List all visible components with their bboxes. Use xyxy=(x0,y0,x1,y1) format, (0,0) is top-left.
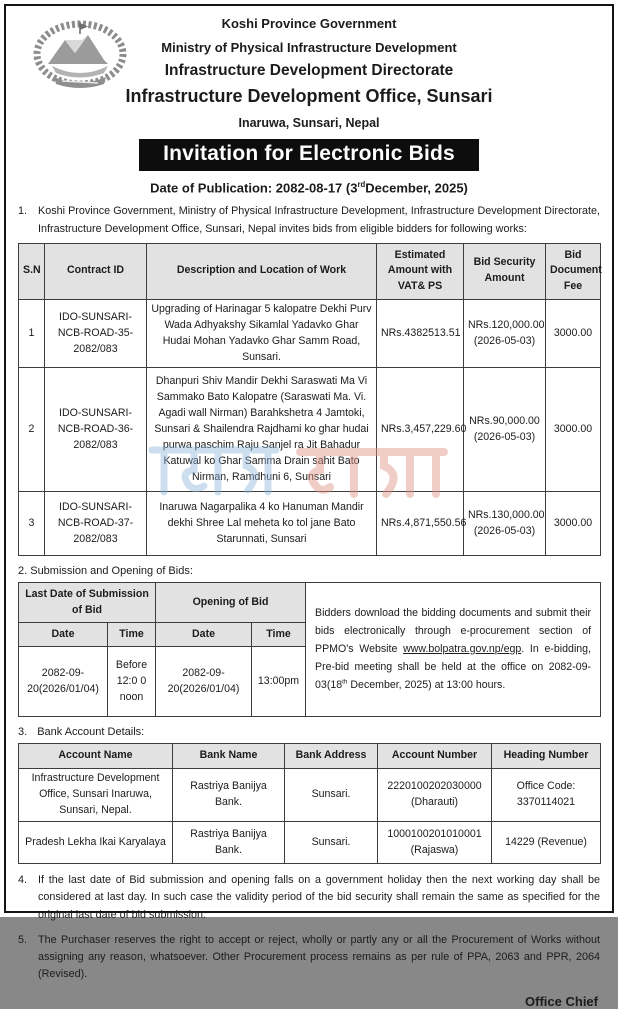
cell-account-number: 2220100202030000 (Dharauti) xyxy=(378,769,492,822)
cell-bid-security: NRs.130,000.00 (2026-05-03) xyxy=(464,492,546,556)
works-row-1 xyxy=(19,299,601,368)
submission-date: 2082-09-20(2026/01/04) xyxy=(19,647,108,717)
item-number: 5. xyxy=(18,933,28,946)
col-header-account-name: Account Name xyxy=(19,744,173,769)
col-header-contract-id: Contract ID xyxy=(45,243,147,299)
cell-heading-number: Office Code: 3370114021 xyxy=(492,769,601,822)
cell-contract-id: IDO-SUNSARI-NCB-ROAD-36-2082/083 xyxy=(45,368,147,492)
opening-date: 2082-09-20(2026/01/04) xyxy=(156,647,252,717)
cell-account-number: 1000100201010001 (Rajaswa) xyxy=(378,822,492,864)
submission-header-row xyxy=(19,583,601,623)
cell-bid-security: NRs.90,000.00 (2026-05-03) xyxy=(464,368,546,492)
cell-contract-id: IDO-SUNSARI-NCB-ROAD-35-2082/083 xyxy=(45,299,147,368)
col-header-document-fee: Bid Document Fee xyxy=(546,243,601,299)
cell-estimated-amount: NRs.4382513.51 xyxy=(377,299,464,368)
cell-document-fee: 3000.00 xyxy=(546,368,601,492)
cell-heading-number: 14229 (Revenue) xyxy=(492,822,601,864)
note-text: The Purchaser reserves the right to accept or reject, wholly or partly any or all the Procurement of Works without assigning any reason, whatsoever. Other Procurement process remains as per rule of PPA, 2063 and PPR, 2064 (Revised). xyxy=(38,933,600,981)
col-header-bank-name: Bank Name xyxy=(173,744,285,769)
cell-sn: 1 xyxy=(19,299,45,368)
org-line-province: Koshi Province Government xyxy=(221,16,397,31)
cell-description: Inaruwa Nagarpalika 4 ko Hanuman Mandir dekhi Shree Lal meheta ko tol jane Bato Starunnati, Sunsari xyxy=(147,492,377,556)
cell-sn: 2 xyxy=(19,368,45,492)
item-number: 1. xyxy=(18,205,28,218)
col-header-bank-address: Bank Address xyxy=(285,744,378,769)
works-table xyxy=(18,243,601,557)
submission-time: Before 12:0 0 noon xyxy=(108,647,156,717)
submission-table xyxy=(18,582,601,717)
subheader-time: Time xyxy=(252,623,306,647)
works-row-2 xyxy=(19,368,601,492)
note-5 xyxy=(18,932,600,984)
publication-date-line: Date of Publication: 2082-08-17 (3rdDecember, 2025) xyxy=(150,180,468,196)
bank-header-row xyxy=(19,744,601,769)
cell-estimated-amount: NRs.3,457,229.60 xyxy=(377,368,464,492)
bank-row-2 xyxy=(19,822,601,864)
cell-sn: 3 xyxy=(19,492,45,556)
bank-row-1 xyxy=(19,769,601,822)
works-row-3 xyxy=(19,492,601,556)
opening-time: 13:00pm xyxy=(252,647,306,717)
cell-estimated-amount: NRs.4,871,550.56 xyxy=(377,492,464,556)
cell-account-name: Infrastructure Development Office, Sunsari Inaruwa, Sunsari, Nepal. xyxy=(19,769,173,822)
cell-bid-security: NRs.120,000.00 (2026-05-03) xyxy=(464,299,546,368)
subheader-time: Time xyxy=(108,623,156,647)
cell-description: Upgrading of Harinagar 5 kalopatre Dekhi Purv Wada Adhyakshy Sikamlal Yadavko Ghar Hudai Mohan Yadavko Ghar Samm Road, Sunsari. xyxy=(147,299,377,368)
bolpatra-link[interactable]: www.bolpatra.gov.np/egp xyxy=(403,643,522,656)
note-text: Bidders download the bidding documents and submit their bids electronically through e-procurement section of PPMO's Website xyxy=(315,607,592,656)
cell-account-name: Pradesh Lekha Ikai Karyalaya xyxy=(19,822,173,864)
note-text: If the last date of Bid submission and opening falls on a government holiday then the next working day shall be considered at last day. In such case the validity period of the bid security shall remain the same as specified for the original last date of bid submission. xyxy=(38,874,600,921)
bank-section-label: 3. Bank Account Details: xyxy=(18,726,145,739)
note-text: December, 2025) at 13:00 hours. xyxy=(347,678,506,691)
subheader-date: Date xyxy=(156,623,252,647)
org-address: Inaruwa, Sunsari, Nepal xyxy=(238,116,380,130)
bank-table xyxy=(18,743,601,864)
cell-description: Dhanpuri Shiv Mandir Dekhi Saraswati Ma Vi Sammako Bato Kalopatre (Saraswati Ma. Vi. Agadi wall Nirman) Barahkshetra 4 Jamtoki, Sunsari & Shailendra Rajdhami ko ghar hudai purwa paschim Raju Sanjel ra Jit Bahadur Katuwal ko Ghar Samma Drain sahit Bato Nirman, Ramdhuni 6, Sunsari xyxy=(147,368,377,492)
org-line-office: Infrastructure Development Office, Sunsari xyxy=(125,86,493,106)
works-header-row xyxy=(19,243,601,299)
col-header-estimated-amount: Estimated Amount with VAT& PS xyxy=(377,243,464,299)
col-header-heading-number: Heading Number xyxy=(492,744,601,769)
subheader-date: Date xyxy=(19,623,108,647)
col-header-account-number: Account Number xyxy=(378,744,492,769)
cell-document-fee: 3000.00 xyxy=(546,492,601,556)
bidders-note: Bidders download the bidding documents and submit their bids electronically through e-procurement section of PPMO's Website www.bolpatra.gov.np/egp. In e-bidding, Pre-bid meeting shall be held at the office on 2082-09-03(18th December, 2025) at 13:00 hours. xyxy=(306,583,601,717)
cell-bank-name: Rastriya Banijya Bank. xyxy=(173,822,285,864)
submission-section-label: 2. Submission and Opening of Bids: xyxy=(18,565,193,578)
cell-contract-id: IDO-SUNSARI-NCB-ROAD-37-2082/083 xyxy=(45,492,147,556)
opening-header: Opening of Bid xyxy=(156,583,306,623)
note-text: . In e-bidding, Pre-bid meeting shall be held at the office on 2082-09-03(18 xyxy=(315,643,592,691)
item-number: 4. xyxy=(18,874,28,887)
org-line-directorate: Infrastructure Development Directorate xyxy=(164,62,454,79)
cell-document-fee: 3000.00 xyxy=(546,299,601,368)
intro-text: Koshi Province Government, Ministry of Physical Infrastructure Development, Infrastructure Development Directorate, Infrastructure Development Office, Sunsari, Nepal invites bids from eligible bidders for following works: xyxy=(38,205,600,235)
document-header xyxy=(18,6,600,195)
nepal-government-emblem-logo xyxy=(34,18,126,98)
submission-deadline-header: Last Date of Submission of Bid xyxy=(19,583,156,623)
cell-bank-name: Rastriya Banijya Bank. xyxy=(173,769,285,822)
cell-bank-address: Sunsari. xyxy=(285,822,378,864)
notice-title-banner: Invitation for Electronic Bids xyxy=(139,139,479,171)
intro-paragraph xyxy=(18,203,600,238)
cell-bank-address: Sunsari. xyxy=(285,769,378,822)
note-4 xyxy=(18,872,600,924)
org-line-ministry: Ministry of Physical Infrastructure Development xyxy=(161,40,457,55)
col-header-description: Description and Location of Work xyxy=(147,243,377,299)
signature-office-chief: Office Chief xyxy=(525,993,598,1009)
col-header-sn: S.N xyxy=(19,243,45,299)
col-header-bid-security: Bid Security Amount xyxy=(464,243,546,299)
